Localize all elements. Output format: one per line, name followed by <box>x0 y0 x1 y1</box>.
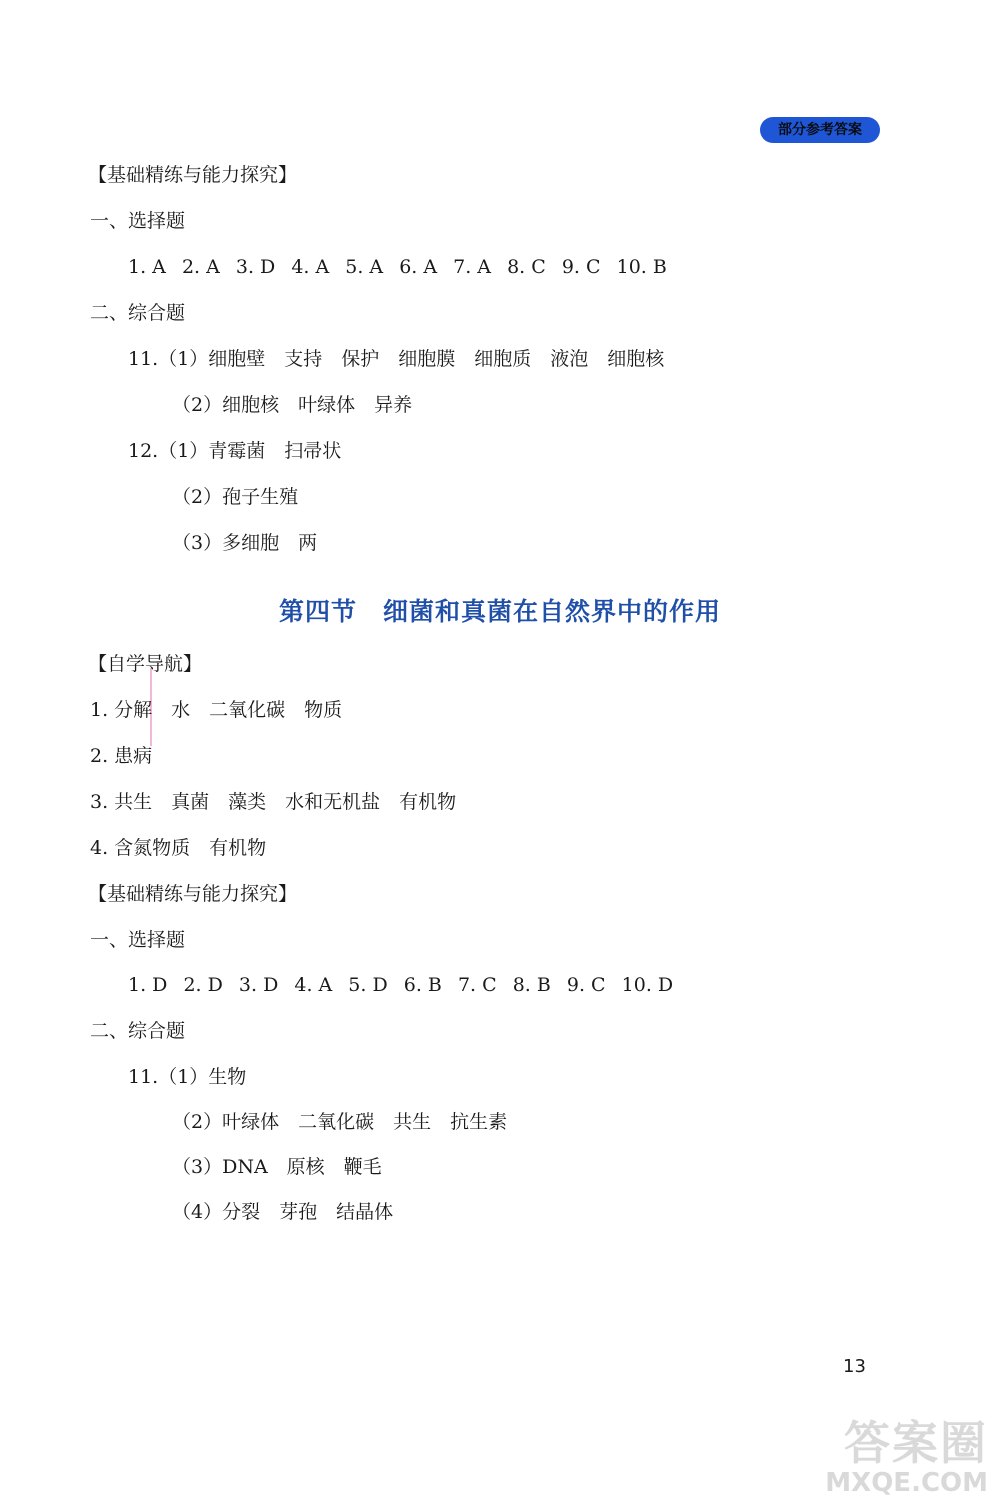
watermark-en: MXQE.COM <box>825 1468 988 1498</box>
answer-item: 8. C <box>507 256 546 278</box>
answer-item: 3. D <box>235 256 276 278</box>
answer-item: 3. D <box>238 974 279 996</box>
comprehensive-heading: 二、综合题 <box>90 1020 186 1042</box>
answer-line: （3）多细胞 两 <box>172 532 318 554</box>
answer-key-badge: 部分参考答案 <box>760 117 880 143</box>
answer-line: （3）DNA 原核 鞭毛 <box>172 1156 382 1178</box>
answer-item: 1. D <box>128 974 168 996</box>
list-item: 3. 共生 真菌 藻类 水和无机盐 有机物 <box>90 791 457 813</box>
answer-item: 8. B <box>512 974 551 996</box>
answer-line: （2）叶绿体 二氧化碳 共生 抗生素 <box>172 1111 508 1133</box>
section-label-practice: 【基础精练与能力探究】 <box>88 883 298 905</box>
choice-answers-row <box>128 255 677 279</box>
list-item: 1. 分解 水 二氧化碳 物质 <box>90 699 343 721</box>
answer-item: 4. A <box>294 974 333 996</box>
answer-item: 7. C <box>457 974 497 996</box>
answer-item: 5. D <box>348 974 388 996</box>
answer-line: 11.（1）生物 <box>128 1066 247 1088</box>
watermark-cn: 答案圈 <box>844 1416 988 1470</box>
comprehensive-heading: 二、综合题 <box>90 302 186 324</box>
answer-item: 7. A <box>453 256 492 278</box>
choice-heading: 一、选择题 <box>90 929 186 951</box>
answer-item: 2. D <box>183 974 223 996</box>
answer-item: 1. A <box>128 256 166 278</box>
answer-line: 11.（1）细胞壁 支持 保护 细胞膜 细胞质 液泡 细胞核 <box>128 348 665 370</box>
answer-line: （4）分裂 芽孢 结晶体 <box>172 1201 394 1223</box>
answer-line: 12.（1）青霉菌 扫帚状 <box>128 440 342 462</box>
page-number: 13 <box>843 1356 866 1377</box>
section-label-self-study: 【自学导航】 <box>88 653 203 675</box>
answer-item: 6. B <box>403 974 442 996</box>
section-label-practice: 【基础精练与能力探究】 <box>88 164 298 186</box>
answer-line: （2）细胞核 叶绿体 异养 <box>172 394 413 416</box>
answer-item: 2. A <box>181 256 220 278</box>
answer-item: 10. B <box>616 256 667 278</box>
answer-item: 9. C <box>561 256 601 278</box>
choice-heading: 一、选择题 <box>90 210 186 232</box>
watermark <box>825 1418 988 1498</box>
answer-item: 4. A <box>291 256 330 278</box>
answer-item: 9. C <box>566 974 606 996</box>
answer-line: （2）孢子生殖 <box>172 486 299 508</box>
answer-item: 5. A <box>345 256 384 278</box>
answer-item: 10. D <box>621 974 674 996</box>
list-item: 2. 患病 <box>90 745 153 767</box>
answer-item: 6. A <box>399 256 438 278</box>
choice-answers-row <box>128 973 683 997</box>
list-item: 4. 含氮物质 有机物 <box>90 837 267 859</box>
section-title: 第四节 细菌和真菌在自然界中的作用 <box>278 597 721 626</box>
